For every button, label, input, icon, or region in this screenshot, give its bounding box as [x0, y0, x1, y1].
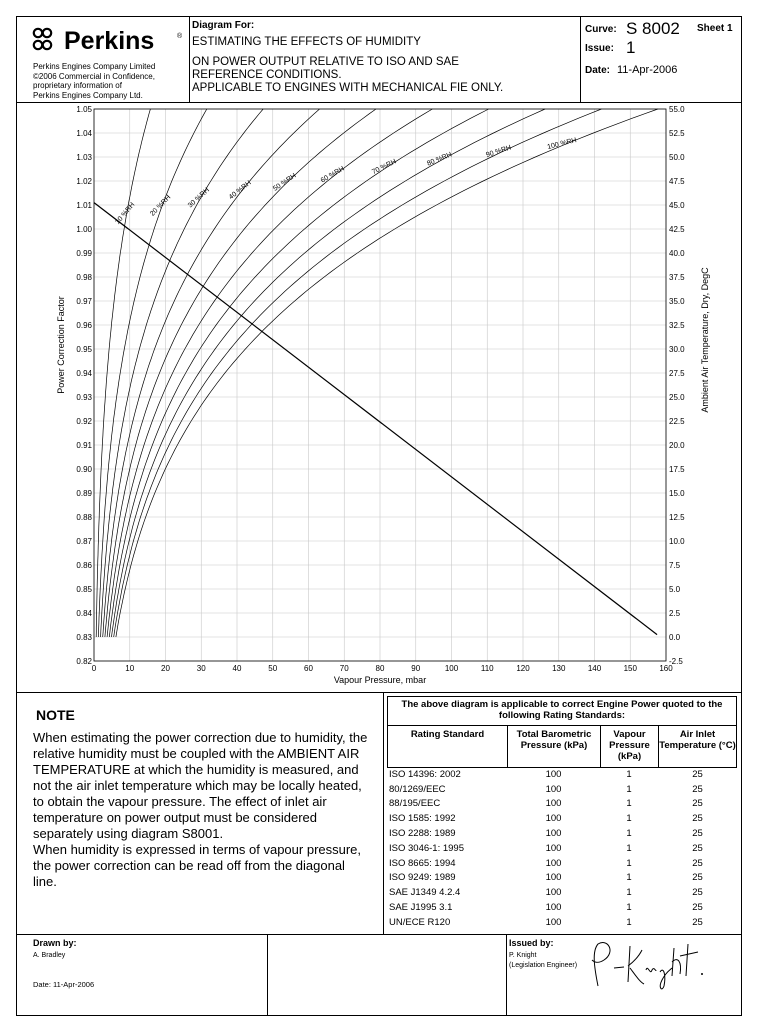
note-divider	[383, 692, 384, 934]
y-tick-label: 0.97	[76, 297, 92, 306]
table-cell: ISO 1585: 1992	[389, 813, 456, 825]
table-row	[387, 797, 737, 812]
logo-wordmark: Perkins	[64, 27, 155, 55]
rh-curve-label: 100 %RH	[546, 137, 578, 152]
table-cell: 25	[692, 828, 703, 840]
y-tick-label: 1.03	[76, 153, 92, 162]
y-tick-label: 0.95	[76, 345, 92, 354]
y-tick-label: 0.84	[76, 609, 92, 618]
title-line-2: ON POWER OUTPUT RELATIVE TO ISO AND SAE	[192, 56, 459, 68]
humidity-chart	[16, 102, 742, 692]
table-cell: UN/ECE R120	[389, 916, 451, 928]
table-cell: 100	[545, 916, 562, 928]
table-cell: 25	[692, 902, 703, 914]
table-cell: 1	[626, 798, 632, 810]
y2-tick-label: 40.0	[669, 249, 685, 258]
company-line: ©2006 Commercial in Confidence,	[33, 71, 155, 81]
table-cell: 88/195/EEC	[389, 798, 441, 810]
y2-tick-label: 12.5	[669, 513, 685, 522]
y-tick-label: 0.82	[76, 657, 92, 666]
x-tick-label: 20	[161, 664, 170, 673]
signature-image	[584, 936, 714, 996]
y2-tick-label: 2.5	[669, 609, 681, 618]
x-tick-label: 100	[444, 664, 459, 673]
x-tick-label: 160	[659, 664, 673, 673]
x-tick-label: 110	[480, 664, 494, 673]
drawn-date: Date: 11-Apr-2006	[33, 980, 95, 989]
y2-tick-label: 37.5	[669, 273, 685, 282]
footer-divider	[16, 934, 742, 935]
table-cell: 25	[692, 813, 703, 825]
diagonal-line	[94, 203, 657, 635]
table-cell: 100	[545, 783, 562, 795]
table-row	[387, 782, 737, 797]
y-tick-label: 0.83	[76, 633, 92, 642]
table-cell: ISO 9249: 1989	[389, 872, 456, 884]
drawn-by-label: Drawn by:	[33, 938, 77, 948]
y2-tick-label: 32.5	[669, 321, 685, 330]
table-row	[387, 871, 737, 886]
issue-label: Issue:	[585, 43, 614, 54]
x-tick-label: 30	[196, 664, 206, 673]
y2-tick-label: 50.0	[669, 153, 685, 162]
x-tick-label: 0	[91, 664, 97, 673]
y2-axis-label: Ambient Air Temperature, Dry, DegC	[700, 267, 710, 413]
table-row	[387, 841, 737, 856]
sheet-number: Sheet 1	[697, 23, 733, 34]
issue-value: 1	[626, 38, 636, 57]
y-tick-label: 0.94	[76, 369, 92, 378]
table-cell: 100	[545, 842, 562, 854]
table-cell: 100	[545, 902, 562, 914]
y2-tick-label: 52.5	[669, 129, 685, 138]
y-tick-label: 0.85	[76, 585, 92, 594]
y2-tick-label: 42.5	[669, 225, 685, 234]
standards-caption: The above diagram is applicable to correct Engine Power quoted to the following Rating Standards:	[401, 699, 723, 721]
y-axis-label: Power Correction Factor	[56, 296, 66, 394]
rh-curve-label: 50 %RH	[272, 172, 298, 193]
x-tick-label: 140	[587, 664, 602, 673]
y-tick-label: 1.04	[76, 129, 92, 138]
table-row	[387, 811, 737, 826]
table-cell: 25	[692, 768, 703, 780]
table-cell: 100	[545, 857, 562, 869]
company-line: proprietary information of	[33, 81, 122, 90]
perkins-logo	[32, 26, 182, 61]
table-cell: 25	[692, 857, 703, 869]
header-divider-left	[189, 16, 190, 102]
table-cell: 25	[692, 783, 703, 795]
rh-curve-label: 20 %RH	[149, 194, 173, 218]
issued-by-name: P. Knight	[509, 952, 537, 959]
y-tick-label: 1.00	[76, 225, 92, 234]
table-cell: 1	[626, 828, 632, 840]
table-cell: 100	[545, 768, 562, 780]
date-label: Date:	[585, 65, 611, 76]
y-tick-label: 0.87	[76, 537, 92, 546]
x-tick-label: 60	[304, 664, 313, 673]
standards-caption-box	[387, 696, 737, 726]
title-line-1: ESTIMATING THE EFFECTS OF HUMIDITY	[192, 36, 421, 48]
table-cell: SAE J1995 3.1	[389, 902, 453, 914]
table-cell: 1	[626, 872, 632, 884]
rh-curve-label: 60 %RH	[319, 165, 346, 185]
perkins-logo-icon	[32, 26, 182, 56]
table-row	[387, 826, 737, 841]
y-tick-label: 0.96	[76, 321, 92, 330]
note-body: When estimating the power correction due to humidity, the relative humidity must be coupled with the AMBIENT AIR TEMPERATURE at which the humidity is measured, and not the air inlet temperature which may be locally heated, to obtain the vapour pressure. The effect of inlet air temperature on power output must be considered separately using diagram S8001. When humidity is expressed in terms of vapour pressure, the power correction can be read off from the diagonal line.	[33, 730, 368, 889]
header-divider-right	[580, 16, 581, 102]
y-tick-label: 0.93	[76, 393, 92, 402]
y2-tick-label: 17.5	[669, 465, 685, 474]
rh-curve-label: 90 %RH	[485, 144, 513, 160]
y2-tick-label: 7.5	[669, 561, 681, 570]
table-cell: 100	[545, 872, 562, 884]
table-cell: 1	[626, 857, 632, 869]
rh-curve-label: 80 %RH	[426, 151, 453, 168]
x-tick-label: 120	[516, 664, 530, 673]
y-tick-label: 0.91	[76, 441, 92, 450]
diagram-for-label: Diagram For:	[192, 20, 255, 31]
table-cell: 1	[626, 916, 632, 928]
x-tick-label: 10	[125, 664, 135, 673]
chart-labels	[76, 105, 685, 673]
table-cell: 1	[626, 768, 632, 780]
y2-tick-label: -2.5	[669, 657, 683, 666]
x-tick-label: 150	[623, 664, 637, 673]
x-tick-label: 70	[339, 664, 349, 673]
y2-tick-label: 5.0	[669, 585, 681, 594]
table-cell: 1	[626, 887, 632, 899]
y2-tick-label: 10.0	[669, 537, 685, 546]
table-cell: 25	[692, 887, 703, 899]
date-value: 11-Apr-2006	[617, 64, 678, 76]
table-cell: ISO 3046-1: 1995	[389, 842, 464, 854]
x-tick-label: 40	[232, 664, 242, 673]
y2-tick-label: 27.5	[669, 369, 685, 378]
chart-grid	[94, 109, 666, 661]
rh-curve-label: 70 %RH	[371, 158, 398, 177]
x-tick-label: 50	[268, 664, 278, 673]
note-title: NOTE	[36, 707, 75, 723]
y-tick-label: 0.89	[76, 489, 92, 498]
svg-text:®: ®	[177, 33, 182, 40]
header-air-inlet: Air Inlet Temperature (°C)	[659, 729, 736, 751]
table-cell: 1	[626, 902, 632, 914]
table-cell: 25	[692, 916, 703, 928]
header-barometric: Total Barometric Pressure (kPa)	[516, 729, 592, 751]
y-tick-label: 1.02	[76, 177, 92, 186]
y2-tick-label: 15.0	[669, 489, 685, 498]
table-cell: 1	[626, 813, 632, 825]
table-row	[387, 767, 737, 782]
x-tick-label: 130	[552, 664, 566, 673]
table-cell: 25	[692, 798, 703, 810]
y-tick-label: 0.98	[76, 273, 92, 282]
table-cell: 25	[692, 872, 703, 884]
y2-tick-label: 35.0	[669, 297, 685, 306]
company-line: Perkins Engines Company Limited	[33, 62, 156, 71]
table-row	[387, 900, 737, 915]
table-cell: 1	[626, 842, 632, 854]
footer-divider-1	[267, 934, 268, 1016]
curve-value: S 8002	[626, 19, 680, 38]
y2-tick-label: 0.0	[669, 633, 681, 642]
table-cell: ISO 8665: 1994	[389, 857, 456, 869]
x-tick-label: 80	[375, 664, 385, 673]
rh-curve-label: 30 %RH	[186, 186, 211, 210]
x-tick-label: 90	[411, 664, 421, 673]
table-cell: 100	[545, 798, 562, 810]
table-row	[387, 885, 737, 900]
standards-table	[387, 767, 737, 930]
y-tick-label: 0.88	[76, 513, 92, 522]
y2-tick-label: 25.0	[669, 393, 685, 402]
y2-tick-label: 22.5	[669, 417, 685, 426]
header-vapour: Vapour Pressure (kPa)	[609, 729, 650, 762]
table-cell: 25	[692, 842, 703, 854]
rh-curve-label: 40 %RH	[227, 179, 253, 202]
table-cell: 100	[545, 828, 562, 840]
header-rating-standard: Rating Standard	[410, 729, 485, 740]
y-tick-label: 0.99	[76, 249, 92, 258]
rh-curve-label: 10 %RH	[114, 201, 137, 226]
y2-tick-label: 20.0	[669, 441, 685, 450]
table-row	[387, 915, 737, 930]
drawn-by-name: A. Bradley	[33, 952, 66, 959]
title-line-4: APPLICABLE TO ENGINES WITH MECHANICAL FIE ONLY.	[192, 82, 504, 94]
table-cell: 80/1269/EEC	[389, 783, 446, 795]
chart-bottom-divider	[16, 692, 742, 693]
table-cell: 100	[545, 813, 562, 825]
table-cell: 100	[545, 887, 562, 899]
footer-divider-2	[506, 934, 507, 1016]
curve-label: Curve:	[585, 24, 617, 35]
y2-tick-label: 30.0	[669, 345, 685, 354]
y2-tick-label: 45.0	[669, 201, 685, 210]
y-tick-label: 1.01	[76, 201, 92, 210]
issued-by-label: Issued by:	[509, 938, 554, 948]
table-cell: SAE J1349 4.2.4	[389, 887, 461, 899]
table-cell: ISO 2288: 1989	[389, 828, 456, 840]
table-cell: 1	[626, 783, 632, 795]
table-row	[387, 856, 737, 871]
y-tick-label: 0.92	[76, 417, 92, 426]
table-cell: ISO 14396: 2002	[389, 768, 461, 780]
company-info	[33, 62, 183, 100]
y-tick-label: 0.86	[76, 561, 92, 570]
company-line: Perkins Engines Company Ltd.	[33, 90, 143, 100]
y-tick-label: 0.90	[76, 465, 92, 474]
title-line-3: REFERENCE CONDITIONS.	[192, 69, 342, 81]
issued-by-role: (Legislation Engineer)	[509, 962, 578, 969]
y2-tick-label: 55.0	[669, 105, 685, 114]
y2-tick-label: 47.5	[669, 177, 685, 186]
y-tick-label: 1.05	[76, 105, 92, 114]
x-axis-label: Vapour Pressure, mbar	[333, 675, 427, 685]
